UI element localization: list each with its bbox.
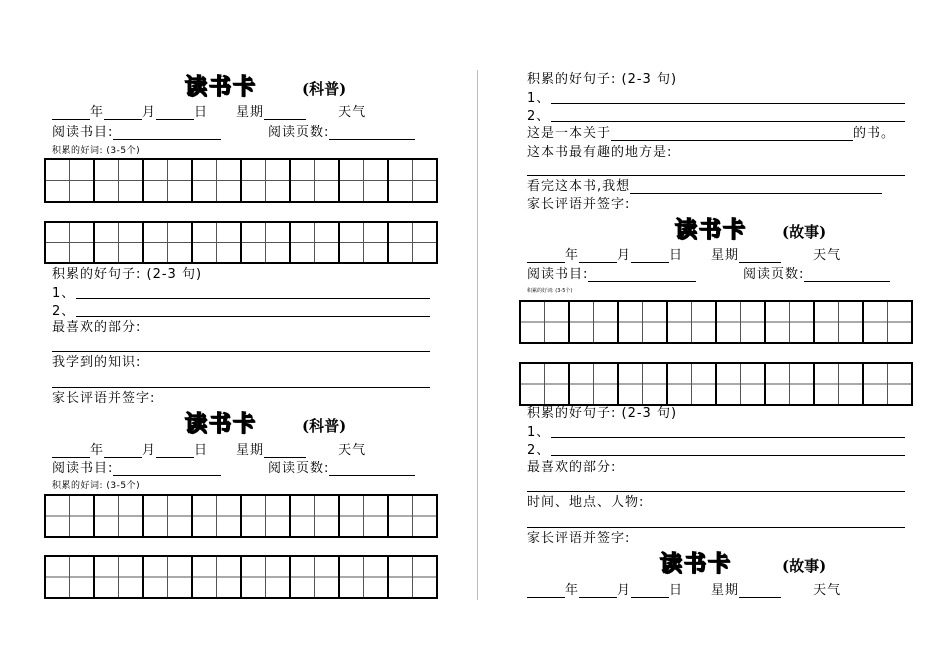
pages-read-row <box>268 462 415 476</box>
grid-cell[interactable] <box>46 160 95 201</box>
day-label: 日 <box>194 443 209 458</box>
grid-cell[interactable] <box>815 302 864 342</box>
month-label: 月 <box>617 583 632 598</box>
card-title: 读书卡 <box>675 218 748 243</box>
pages-read-row <box>743 268 890 282</box>
setting-label: 时间、地点、人物: <box>527 495 645 510</box>
grid-cell[interactable] <box>46 496 95 536</box>
weekday-label: 星期 <box>236 105 265 120</box>
book-title-label: 阅读书目: <box>527 267 589 282</box>
date-line <box>527 249 841 263</box>
sentence-2-label: 2、 <box>527 443 551 458</box>
grid-cell[interactable] <box>95 223 144 262</box>
grid-cell[interactable] <box>389 557 436 597</box>
grid-cell[interactable] <box>389 160 436 201</box>
grid-cell[interactable] <box>291 557 340 597</box>
day-blank[interactable] <box>631 585 669 598</box>
weather-label: 天气 <box>338 443 367 458</box>
month-label: 月 <box>617 248 632 263</box>
weekday-label: 星期 <box>236 443 265 458</box>
book-title-blank[interactable] <box>113 463 221 476</box>
sentence-1-line[interactable] <box>551 103 905 104</box>
book-title-row <box>527 268 696 282</box>
setting-line[interactable] <box>527 527 905 528</box>
pages-read-label: 阅读页数: <box>743 267 805 282</box>
sentence-2-line[interactable] <box>551 121 905 122</box>
favorite-part-label: 最喜欢的部分: <box>527 460 617 475</box>
grid-cell[interactable] <box>570 302 619 342</box>
column-divider <box>477 70 478 600</box>
weekday-blank[interactable] <box>264 445 306 458</box>
day-blank[interactable] <box>156 445 194 458</box>
weekday-blank[interactable] <box>739 585 781 598</box>
grid-cell[interactable] <box>46 557 95 597</box>
grid-cell[interactable] <box>242 496 291 536</box>
grid-cell[interactable] <box>95 160 144 201</box>
pages-read-blank[interactable] <box>329 463 415 476</box>
favorite-part-line[interactable] <box>527 491 905 492</box>
sentence-2-line[interactable] <box>551 455 905 456</box>
grid-cell[interactable] <box>340 160 389 201</box>
grid-cell[interactable] <box>193 160 242 201</box>
weekday-label: 星期 <box>711 248 740 263</box>
month-label: 月 <box>142 105 157 120</box>
day-blank[interactable] <box>156 107 194 120</box>
month-blank[interactable] <box>104 445 142 458</box>
sentence-1-label: 1、 <box>52 286 76 301</box>
book-title-blank[interactable] <box>588 269 696 282</box>
grid-cell[interactable] <box>340 223 389 262</box>
grid-cell[interactable] <box>291 496 340 536</box>
word-grid-2[interactable] <box>44 555 438 599</box>
good-words-label: 积累的好词: (3-5个) <box>52 481 141 491</box>
grid-cell[interactable] <box>291 160 340 201</box>
word-grid-1[interactable] <box>519 300 913 344</box>
sentence-2-label: 2、 <box>527 109 551 124</box>
grid-cell[interactable] <box>570 364 619 404</box>
book-about-row <box>527 127 895 141</box>
sentence-1-label: 1、 <box>527 91 551 106</box>
favorite-part-line[interactable] <box>52 351 430 352</box>
pages-read-label: 阅读页数: <box>268 461 330 476</box>
sentence-1-line[interactable] <box>76 298 430 299</box>
thought-blank[interactable] <box>630 181 882 194</box>
book-title-label: 阅读书目: <box>52 461 114 476</box>
good-words-label: 积累的好词: (3-5个) <box>52 146 141 156</box>
right-column <box>515 0 915 672</box>
pages-read-blank[interactable] <box>804 269 890 282</box>
year-label: 年 <box>90 443 105 458</box>
year-blank[interactable] <box>527 250 565 263</box>
book-about-blank[interactable] <box>611 128 853 141</box>
month-label: 月 <box>142 443 157 458</box>
sentence-1-label: 1、 <box>527 425 551 440</box>
book-title-row <box>52 462 221 476</box>
grid-cell[interactable] <box>242 160 291 201</box>
day-label: 日 <box>669 248 684 263</box>
year-label: 年 <box>565 583 580 598</box>
good-sentences-label: 积累的好句子: (2-3 句) <box>527 72 678 87</box>
thought-row <box>527 180 882 194</box>
parent-comment-label: 家长评语并签字: <box>527 197 631 212</box>
day-label: 日 <box>669 583 684 598</box>
weather-label: 天气 <box>813 583 842 598</box>
grid-cell[interactable] <box>242 223 291 262</box>
grid-cell[interactable] <box>291 223 340 262</box>
favorite-part-label: 最喜欢的部分: <box>52 320 142 335</box>
grid-cell[interactable] <box>668 364 717 404</box>
grid-cell[interactable] <box>766 364 815 404</box>
word-grid-2[interactable] <box>519 362 913 406</box>
good-words-label: 积累的好词: (3-5个) <box>527 288 573 294</box>
book-about-suffix: 的书。 <box>853 126 896 141</box>
grid-cell[interactable] <box>144 496 193 536</box>
left-column <box>40 0 440 672</box>
date-line <box>52 444 366 458</box>
grid-cell[interactable] <box>340 496 389 536</box>
book-title-blank[interactable] <box>113 127 221 140</box>
year-blank[interactable] <box>52 107 90 120</box>
grid-cell[interactable] <box>717 302 766 342</box>
weekday-blank[interactable] <box>264 107 306 120</box>
grid-cell[interactable] <box>242 557 291 597</box>
month-blank[interactable] <box>579 250 617 263</box>
weather-label: 天气 <box>813 248 842 263</box>
card-subtitle: (科普) <box>302 417 347 435</box>
good-sentences-label: 积累的好句子: (2-3 句) <box>527 406 678 421</box>
learned-label: 我学到的知识: <box>52 355 142 370</box>
grid-cell[interactable] <box>144 160 193 201</box>
grid-cell[interactable] <box>340 557 389 597</box>
year-label: 年 <box>90 105 105 120</box>
card-title: 读书卡 <box>660 552 733 577</box>
date-line <box>52 106 366 120</box>
day-blank[interactable] <box>631 250 669 263</box>
sentence-2-label: 2、 <box>52 304 76 319</box>
grid-cell[interactable] <box>521 364 570 404</box>
year-blank[interactable] <box>527 585 565 598</box>
most-interesting-label: 这本书最有趣的地方是: <box>527 145 673 160</box>
grid-cell[interactable] <box>193 557 242 597</box>
book-about-prefix: 这是一本关于 <box>527 126 612 141</box>
pages-read-label: 阅读页数: <box>268 125 330 140</box>
grid-cell[interactable] <box>864 302 911 342</box>
grid-cell[interactable] <box>717 364 766 404</box>
card-subtitle: (故事) <box>782 223 827 241</box>
card-subtitle: (科普) <box>302 80 347 98</box>
card-title: 读书卡 <box>185 412 258 437</box>
good-sentences-label: 积累的好句子: (2-3 句) <box>52 267 203 282</box>
book-title-label: 阅读书目: <box>52 125 114 140</box>
word-grid-1[interactable] <box>44 158 438 203</box>
grid-cell[interactable] <box>619 364 668 404</box>
card-title: 读书卡 <box>185 75 258 100</box>
month-blank[interactable] <box>104 107 142 120</box>
grid-cell[interactable] <box>144 557 193 597</box>
pages-read-blank[interactable] <box>329 127 415 140</box>
weekday-blank[interactable] <box>739 250 781 263</box>
grid-cell[interactable] <box>95 496 144 536</box>
parent-comment-label: 家长评语并签字: <box>52 391 156 406</box>
parent-comment-label: 家长评语并签字: <box>527 531 631 546</box>
grid-cell[interactable] <box>144 223 193 262</box>
grid-cell[interactable] <box>521 302 570 342</box>
date-line <box>527 584 841 598</box>
grid-cell[interactable] <box>95 557 144 597</box>
word-grid-1[interactable] <box>44 494 438 538</box>
day-label: 日 <box>194 105 209 120</box>
grid-cell[interactable] <box>389 496 436 536</box>
grid-cell[interactable] <box>193 496 242 536</box>
card-subtitle: (故事) <box>782 557 827 575</box>
month-blank[interactable] <box>579 585 617 598</box>
sentence-2-line[interactable] <box>76 316 430 317</box>
thought-label: 看完这本书,我想 <box>527 179 631 194</box>
weekday-label: 星期 <box>711 583 740 598</box>
grid-cell[interactable] <box>815 364 864 404</box>
pages-read-row <box>268 126 415 140</box>
grid-cell[interactable] <box>864 364 911 404</box>
weather-label: 天气 <box>338 105 367 120</box>
sentence-1-line[interactable] <box>551 437 905 438</box>
grid-cell[interactable] <box>766 302 815 342</box>
most-interesting-line[interactable] <box>527 175 905 176</box>
book-title-row <box>52 126 221 140</box>
grid-cell[interactable] <box>193 223 242 262</box>
grid-cell[interactable] <box>668 302 717 342</box>
word-grid-2[interactable] <box>44 221 438 264</box>
learned-line[interactable] <box>52 387 430 388</box>
year-blank[interactable] <box>52 445 90 458</box>
grid-cell[interactable] <box>46 223 95 262</box>
grid-cell[interactable] <box>389 223 436 262</box>
year-label: 年 <box>565 248 580 263</box>
grid-cell[interactable] <box>619 302 668 342</box>
